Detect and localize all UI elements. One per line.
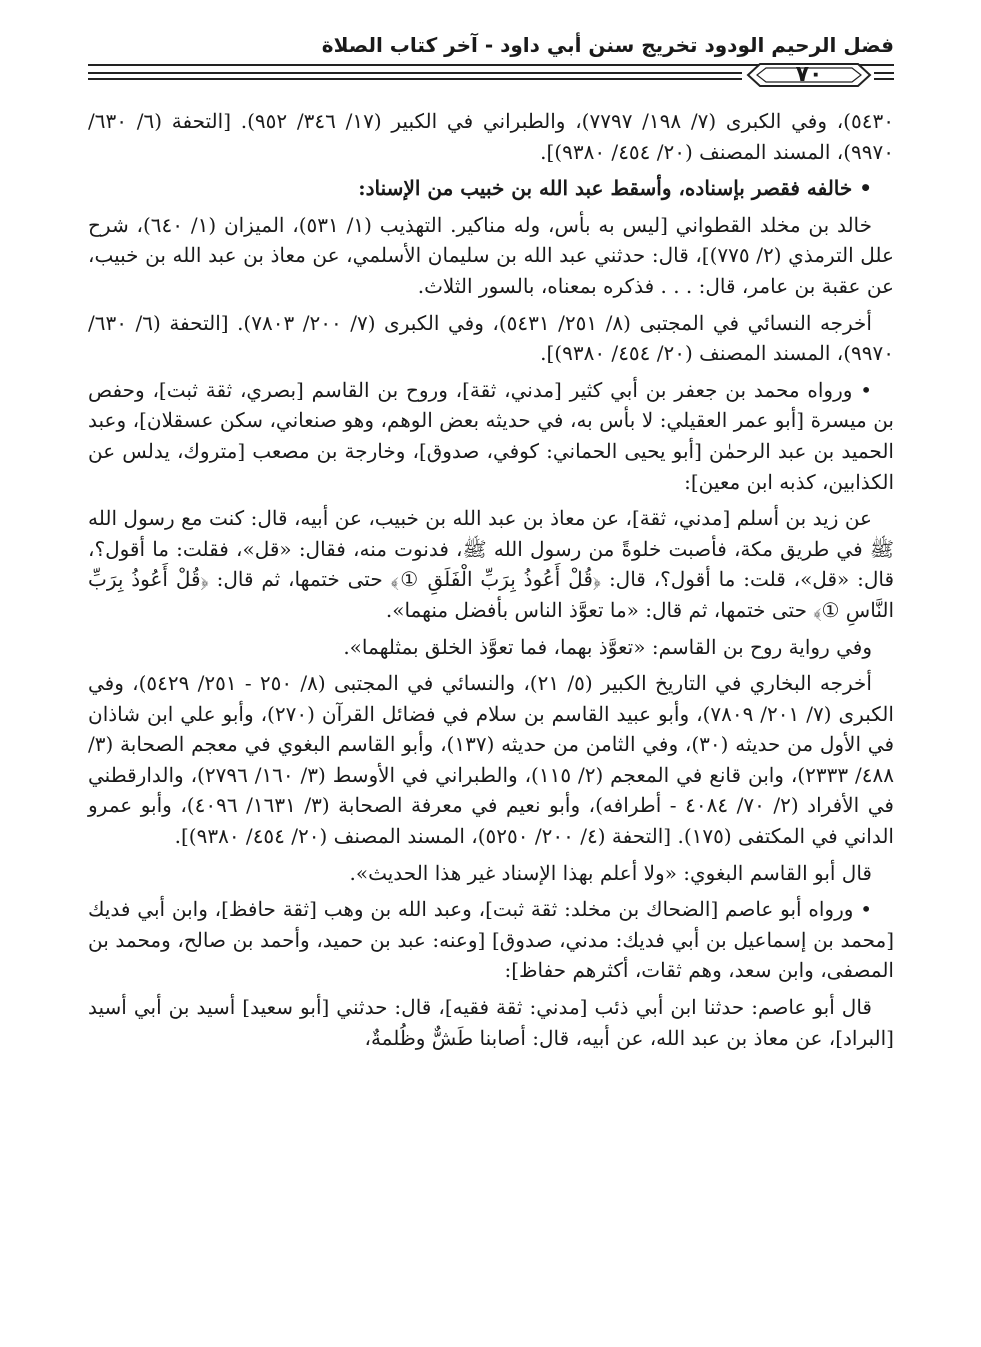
paragraph-4: أخرجه النسائي في المجتبى (٨/ ٢٥١/ ٥٤٣١)، وفي الكبرى (٧/ ٢٠٠/ ٧٨٠٣). [التحفة (٦/ ٦٣٠/ ٩٩٧٠)، المسند المصنف (٢٠/ ٤٥٤/ ٩٣٨٠)].	[88, 310, 894, 366]
header-double-rule-left-lower	[88, 78, 742, 80]
paragraph-8: أخرجه البخاري في التاريخ الكبير (٥/ ٢١)، والنسائي في المجتبى (٨/ ٢٥٠ - ٢٥١/ ٥٤٢٩)، وفي الكبرى (٧/ ٢٠١/ ٧٨٠٩)، وأبو عبيد القاسم بن سلام في فضائل القرآن (٢٧٠)، وأبو علي ابن شاذان في الأول من حديثه (٣٠)، وفي الثامن من حديثه (١٣٧)، وأبو القاسم البغوي في معجم الصحابة (٣/ ٤٨٨/ ٢٣٣٣)، وابن قانع في المعجم (٢/ ١١٥)، والطبراني في الأوسط (٣/ ١٦٠/ ٢٧٩٦)، والدارقطني في الأفراد (٢/ ٧٠/ ٤٠٨٤ - أطرافه)، وأبو نعيم في معرفة الصحابة (٣/ ١٦٣١/ ٤٠٩٦)، وأبو عمرو الداني في المكتفى (١٧٥). [التحفة (٤/ ٢٠٠/ ٥٢٥٠)، المسند المصنف (٢٠/ ٤٥٤/ ٩٣٨٠)].	[88, 671, 894, 849]
running-title: فضل الرحيم الودود تخريج سنن أبي داود - آخر كتاب الصلاة	[321, 33, 894, 57]
header-double-rule-right	[874, 72, 894, 74]
paragraph-9: قال أبو القاسم البغوي: «ولا أعلم بهذا الإسناد غير هذا الحديث».	[349, 860, 872, 885]
paragraph-11: قال أبو عاصم: حدثنا ابن أبي ذئب [مدني: ثقة فقيه]، قال: حدثني [أبو سعيد] أسيد بن أبي أسيد [البراد]، عن معاذ بن عبد الله، عن أبيه، قال: أصابنا طَشٌّ وظُلمةٌ،	[88, 995, 894, 1050]
body-text	[88, 106, 894, 1059]
page-header	[88, 28, 894, 92]
header-double-rule-left	[88, 72, 742, 74]
paragraph-7: وفي رواية روح بن القاسم: «تعوَّذ بهما، فما تعوَّذ الخلق بمثلهما».	[343, 634, 872, 659]
page-number: ٧٠	[795, 62, 823, 87]
header-double-rule-right-lower	[874, 78, 894, 80]
paragraph-5: • ورواه محمد بن جعفر بن أبي كثير [مدني، ثقة]، وروح بن القاسم [بصري، ثقة ثبت]، وحفص بن ميسرة [أبو عمر العقيلي: لا بأس به، في حديثه بعض الوهم، وهو صنعاني، سكن عسقلان]، وعبد الحميد بن عبد الرحمٰن [أبو يحيى الحماني: كوفي، صدوق]، وخارجة بن مصعب [متروك، يدلس عن الكذابين، كذبه ابن معين]:	[88, 377, 894, 494]
paragraph-3: خالد بن مخلد القطواني [ليس به بأس، وله مناكير. التهذيب (١/ ٥٣١)، الميزان (١/ ٦٤٠)، شرح علل الترمذي (٢/ ٧٧٥)]، قال: حدثني عبد الله بن سليمان الأسلمي، عن معاذ بن عبد الله بن خبيب، عن عقبة بن عامر، قال: . . . فذكره بمعناه، بالسور الثلاث.	[88, 212, 894, 298]
paragraph-1: ٥٤٣٠)، وفي الكبرى (٧/ ١٩٨/ ٧٧٩٧)، والطبراني في الكبير (١٧/ ٣٤٦/ ٩٥٢). [التحفة (٦/ ٦٣٠/ ٩٩٧٠)، المسند المصنف (٢٠/ ٤٥٤/ ٩٣٨٠)].	[88, 109, 894, 164]
paragraph-2-text: خالفه فقصر بإسناده، وأسقط عبد الله بن خبيب من الإسناد:	[358, 176, 853, 201]
paragraph-6: عن زيد بن أسلم [مدني، ثقة]، عن معاذ بن عبد الله بن خبيب، عن أبيه، قال: كنت مع رسول الله ﷺ في طريق مكة، فأصبت خلوةً من رسول الله ﷺ، فدنوت منه، فقال: «قل»، فقلت: ما أقول؟، قال: «قل»، قلت: ما أقول؟، قال: ﴿قُلْ أَعُوذُ بِرَبِّ الْفَلَقِ ①﴾ حتى ختمها، ثم قال: ﴿قُلْ أَعُوذُ بِرَبِّ النَّاسِ ①﴾ حتى ختمها، ثم قال: «ما تعوَّذ الناس بأفضل منهما».	[88, 506, 895, 622]
paragraph-2: • خالفه فقصر بإسناده، وأسقط عبد الله بن خبيب من الإسناد:	[358, 176, 872, 201]
paragraph-10-text: ورواه أبو عاصم [الضحاك بن مخلد: ثقة ثبت]، وعبد الله بن وهب [ثقة حافظ]، وابن أبي فديك [محمد بن إسماعيل بن أبي فديك: مدني، صدوق] [وعنه: عبد بن حميد، وأحمد بن صالح، ومحمد بن المصفى، وابن سعد، وهم ثقات، أكثرهم حفاظ]:	[88, 897, 894, 983]
paragraph-10: • ورواه أبو عاصم [الضحاك بن مخلد: ثقة ثبت]، وعبد الله بن وهب [ثقة حافظ]، وابن أبي فديك [محمد بن إسماعيل بن أبي فديك: مدني، صدوق] [وعنه: عبد بن حميد، وأحمد بن صالح، ومحمد بن المصفى، وابن سعد، وهم ثقات، أكثرهم حفاظ]:	[88, 897, 894, 983]
paragraph-5-text: ورواه محمد بن جعفر بن أبي كثير [مدني، ثقة]، وروح بن القاسم [بصري، ثقة ثبت]، وحفص بن ميسرة [أبو عمر العقيلي: لا بأس به، في حديثه بعض الوهم، وهو صنعاني، سكن عسقلان]، وعبد الحميد بن عبد الرحمٰن [أبو يحيى الحماني: كوفي، صدوق]، وخارجة بن مصعب [متروك، يدلس عن الكذابين، كذبه ابن معين]:	[88, 377, 894, 494]
page-number-frame	[746, 61, 872, 89]
